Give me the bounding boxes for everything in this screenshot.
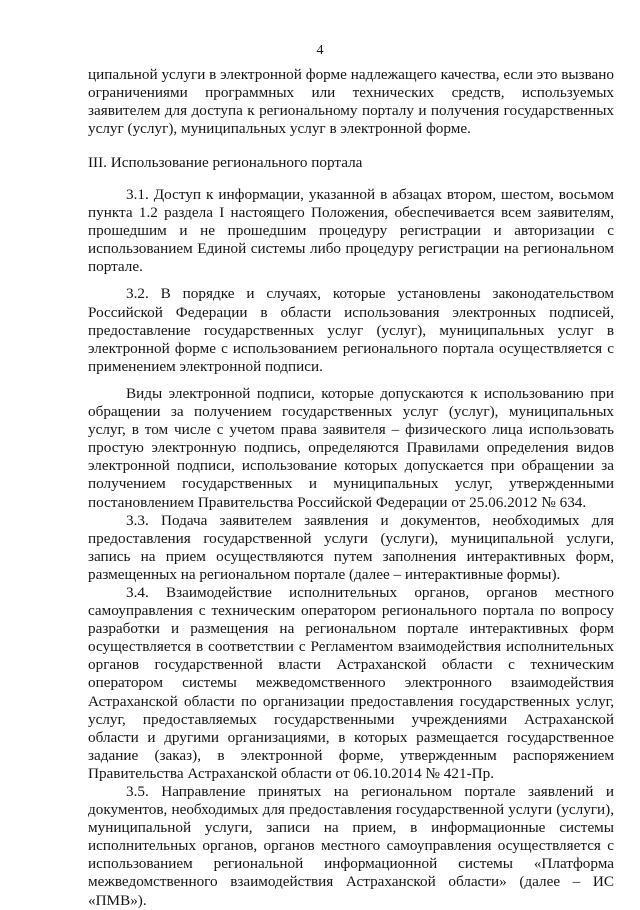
paragraph-signature-types: Виды электронной подписи, которые допускаются к использованию при обращении за получением государственных услуг (услуг), муниципальных услуг, в том числе с учетом права заявителя – физического лица использовать простую электронную подпись, определяются Правилами определения видов электронной подписи, использование которых допускается при обращении за получением государственных и муниципальных услуг, утвержденными постановлением Правительства Российской Федерации от 25.06.2012 № 634. [88, 384, 614, 511]
paragraph-3-4: 3.4. Взаимодействие исполнительных органов, органов местного самоуправления с техническим оператором регионального портала по вопросу разработки и размещения на региональном портале интерактивных форм осуществляется в соответствии с Регламентом взаимодействия исполнительных органов государственной власти Астраханской области с техническим оператором системы межведомственного электронного взаимодействия Астраханской области по организации предоставления государственных услуг, услуг, предоставляемых государственными учреждениями Астраханской области и другими организациями, в которых размещается государственное задание (заказ), в электронной форме, утвержденным распоряжением Правительства Астраханской области от 06.10.2014 № 421-Пр. [88, 583, 614, 782]
intro-paragraph: ципальной услуги в электронной форме надлежащего качества, если это вызвано ограничениями программных или технических средств, используемых заявителем для доступа к региональному порталу и получения государственных услуг (услуг), муниципальных услуг в электронной форме. [88, 66, 614, 138]
paragraph-3-1: 3.1. Доступ к информации, указанной в абзацах втором, шестом, восьмом пункта 1.2 раздела I настоящего Положения, обеспечивается всем заявителям, прошедшим и не прошедшим процедуру регистрации и авторизации с использованием Единой системы либо процедуру регистрации на региональном портале. [88, 186, 614, 276]
paragraph-3-2: 3.2. В порядке и случаях, которые установлены законодательством Российской Федерации в области использования электронных подписей, предоставление государственных услуг (услуг), муниципальных услуг в электронной форме с использованием регионального портала осуществляется с применением электронной подписи. [88, 285, 614, 375]
section-block [88, 154, 614, 172]
paragraph-3-5: 3.5. Направление принятых на региональном портале заявлений и документов, необходимых для предоставления государственной услуги (услуги), муниципальной услуги, записи на прием, в информационные системы исполнительных органов, органов местного самоуправления осуществляется с использованием региональной информационной системы «Платформа межведомственного взаимодействия Астраханской области» (далее – ИС «ПМВ»). [88, 783, 614, 909]
document-body [88, 66, 614, 138]
paragraph-3-3: 3.3. Подача заявителем заявления и документов, необходимых для предоставления государственной услуги (услуги), муниципальной услуги, запись на прием осуществляются путем заполнения интерактивных форм, размещенных на региональном портале (далее – интерактивные формы). [88, 511, 614, 583]
section-title: III. Использование регионального портала [88, 154, 363, 171]
section-body [88, 186, 614, 910]
page-number: 4 [316, 43, 324, 58]
